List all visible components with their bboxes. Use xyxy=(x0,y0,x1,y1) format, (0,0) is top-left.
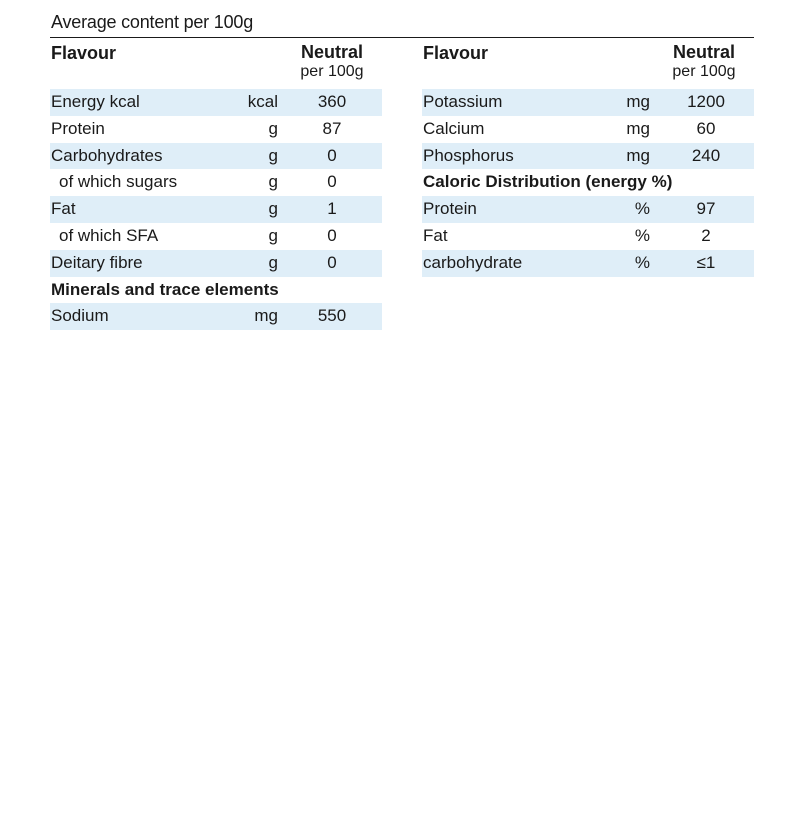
section-heading xyxy=(50,277,382,304)
row-label: Carbohydrates xyxy=(51,145,163,165)
row-value: 1 xyxy=(327,199,337,219)
row-unit: mg xyxy=(626,92,650,111)
table-row xyxy=(50,116,382,143)
table-header xyxy=(50,42,382,89)
row-unit: mg xyxy=(626,145,650,165)
table-row xyxy=(50,303,382,330)
row-value: 550 xyxy=(317,306,347,326)
row-label: Deitary fibre xyxy=(51,252,143,272)
row-value: 0 xyxy=(327,172,337,192)
row-unit: % xyxy=(634,252,650,272)
row-value: 0 xyxy=(327,145,337,165)
row-unit: g xyxy=(268,118,278,138)
row-label: of which SFA xyxy=(59,225,159,245)
section-label: Minerals and trace elements xyxy=(51,279,279,299)
table-header xyxy=(422,42,754,89)
neutral-label: Neutral xyxy=(672,42,735,62)
table-row xyxy=(422,223,754,250)
section-heading xyxy=(422,169,754,196)
row-value: 240 xyxy=(691,145,721,165)
row-label: Potassium xyxy=(423,92,503,111)
row-label: Calcium xyxy=(423,118,485,138)
row-value: 360 xyxy=(317,92,347,111)
row-label: Protein xyxy=(51,118,105,138)
neutral-header xyxy=(664,43,744,81)
neutral-header xyxy=(292,43,372,81)
row-unit: g xyxy=(268,145,278,165)
nutrition-table-right xyxy=(422,42,754,277)
row-label: Fat xyxy=(51,199,76,219)
table-row xyxy=(50,223,382,250)
flavour-header: Flavour xyxy=(51,43,117,63)
per-100g-label: per 100g xyxy=(300,63,364,80)
row-unit: g xyxy=(268,172,278,192)
row-unit: g xyxy=(268,252,278,272)
row-unit: kcal xyxy=(247,92,278,111)
page-title: Average content per 100g xyxy=(51,12,254,32)
row-label: Energy kcal xyxy=(51,92,140,111)
table-row xyxy=(50,89,382,116)
row-label: Phosphorus xyxy=(423,145,514,165)
row-label: of which sugars xyxy=(59,172,178,192)
row-value: 2 xyxy=(701,225,711,245)
nutrition-table-left xyxy=(50,42,382,330)
row-label: Fat xyxy=(423,225,448,245)
table-row xyxy=(422,116,754,143)
section-label: Caloric Distribution (energy %) xyxy=(423,172,673,192)
row-value: ≤1 xyxy=(696,252,716,272)
table-row xyxy=(50,250,382,277)
row-label: carbohydrate xyxy=(423,252,523,272)
table-row xyxy=(50,169,382,196)
table-row xyxy=(422,250,754,277)
per-100g-label: per 100g xyxy=(672,63,736,80)
row-label: Sodium xyxy=(51,306,109,326)
row-unit: mg xyxy=(254,306,278,326)
row-unit: mg xyxy=(626,118,650,138)
row-label: Protein xyxy=(423,199,477,219)
row-unit: % xyxy=(634,225,650,245)
flavour-header: Flavour xyxy=(423,43,489,63)
row-value: 0 xyxy=(327,252,337,272)
row-value: 1200 xyxy=(687,92,725,111)
row-unit: g xyxy=(268,199,278,219)
title-divider xyxy=(50,37,754,38)
table-row xyxy=(422,89,754,116)
table-row xyxy=(50,143,382,170)
table-row xyxy=(422,196,754,223)
row-value: 97 xyxy=(696,199,716,219)
row-value: 87 xyxy=(322,118,342,138)
row-value: 60 xyxy=(696,118,716,138)
table-row xyxy=(422,143,754,170)
row-unit: g xyxy=(268,225,278,245)
table-row xyxy=(50,196,382,223)
neutral-label: Neutral xyxy=(300,42,363,62)
row-unit: % xyxy=(634,199,650,219)
row-value: 0 xyxy=(327,225,337,245)
